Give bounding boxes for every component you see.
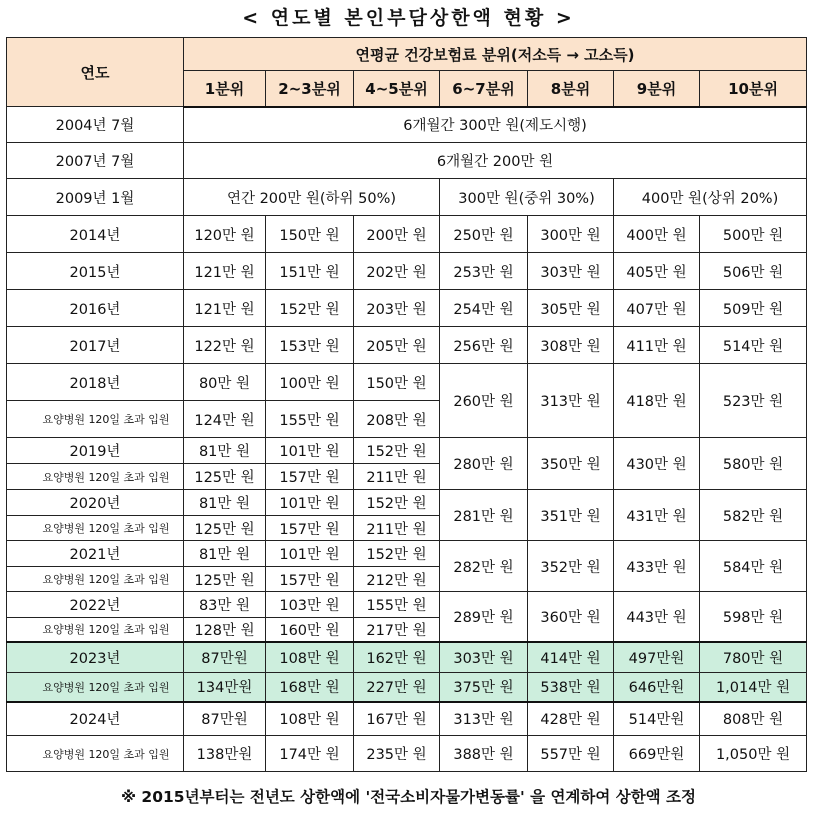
- value-cell: 303만 원: [440, 642, 528, 673]
- value-cell: 282만 원: [440, 541, 528, 592]
- value-cell: 646만원: [614, 673, 700, 702]
- value-cell: 212만 원: [354, 567, 440, 592]
- value-cell: 101만 원: [266, 541, 354, 567]
- value-cell: 280만 원: [440, 438, 528, 490]
- value-cell: 443만 원: [614, 592, 700, 642]
- year-cell: 2019년: [7, 438, 184, 464]
- table-row-highlight: [7, 673, 807, 702]
- year-cell: 2022년: [7, 592, 184, 618]
- value-cell: 375만 원: [440, 673, 528, 702]
- value-cell: 157만 원: [266, 567, 354, 592]
- header-col: 8분위: [528, 71, 614, 107]
- value-cell: 200만 원: [354, 216, 440, 253]
- value-cell: 260만 원: [440, 364, 528, 438]
- value-cell: 351만 원: [528, 490, 614, 541]
- value-cell: 431만 원: [614, 490, 700, 541]
- table-row: [7, 179, 807, 216]
- value-cell: 157만 원: [266, 464, 354, 490]
- value-cell: 580만 원: [700, 438, 807, 490]
- value-cell: 128만 원: [184, 618, 266, 642]
- footnote: ※ 2015년부터는 전년도 상한액에 '전국소비자물가변동률' 을 연계하여 상한액 조정: [120, 788, 697, 806]
- value-cell: 152만 원: [266, 290, 354, 327]
- value-cell: 83만 원: [184, 592, 266, 618]
- value-cell: 669만원: [614, 736, 700, 772]
- sub-label-cell: 요양병원 120일 초과 입원: [7, 401, 184, 438]
- value-cell: 168만 원: [266, 673, 354, 702]
- sub-label-cell: 요양병원 120일 초과 입원: [7, 736, 184, 772]
- value-cell: 120만 원: [184, 216, 266, 253]
- value-cell: 155만 원: [266, 401, 354, 438]
- header-col: 2~3분위: [266, 71, 354, 107]
- value-cell: 414만 원: [528, 642, 614, 673]
- value-cell: 162만 원: [354, 642, 440, 673]
- value-cell: 155만 원: [354, 592, 440, 618]
- value-cell: 205만 원: [354, 327, 440, 364]
- year-cell: 2004년 7월: [7, 107, 184, 143]
- value-cell: 217만 원: [354, 618, 440, 642]
- value-cell: 350만 원: [528, 438, 614, 490]
- value-cell: 121만 원: [184, 253, 266, 290]
- value-cell: 211만 원: [354, 464, 440, 490]
- year-cell: 2007년 7월: [7, 143, 184, 179]
- value-cell: 400만 원: [614, 216, 700, 253]
- year-cell: 2021년: [7, 541, 184, 567]
- value-cell: 303만 원: [528, 253, 614, 290]
- header-col: 10분위: [700, 71, 807, 107]
- value-cell: 235만 원: [354, 736, 440, 772]
- value-cell: 174만 원: [266, 736, 354, 772]
- value-cell: 152만 원: [354, 490, 440, 516]
- value-cell: 557만 원: [528, 736, 614, 772]
- value-cell: 203만 원: [354, 290, 440, 327]
- value-cell: 497만원: [614, 642, 700, 673]
- header-group: 연평균 건강보험료 분위(저소득 → 고소득): [184, 38, 807, 71]
- value-cell: 256만 원: [440, 327, 528, 364]
- value-cell: 150만 원: [266, 216, 354, 253]
- value-cell: 388만 원: [440, 736, 528, 772]
- value-cell: 103만 원: [266, 592, 354, 618]
- value-cell: 523만 원: [700, 364, 807, 438]
- table-row: [7, 107, 807, 143]
- header-col: 4~5분위: [354, 71, 440, 107]
- value-cell: 101만 원: [266, 438, 354, 464]
- value-cell: 305만 원: [528, 290, 614, 327]
- header-col: 9분위: [614, 71, 700, 107]
- value-cell: 405만 원: [614, 253, 700, 290]
- year-cell: 2017년: [7, 327, 184, 364]
- value-cell: 125만 원: [184, 567, 266, 592]
- value-cell: 514만 원: [700, 327, 807, 364]
- value-cell: 584만 원: [700, 541, 807, 592]
- table-row: [7, 143, 807, 179]
- value-cell: 121만 원: [184, 290, 266, 327]
- value-cell: 289만 원: [440, 592, 528, 642]
- value-cell: 598만 원: [700, 592, 807, 642]
- value-cell: 418만 원: [614, 364, 700, 438]
- year-cell: 2024년: [7, 702, 184, 736]
- year-cell: 2018년: [7, 364, 184, 401]
- table-row: [7, 364, 807, 401]
- header-col: 1분위: [184, 71, 266, 107]
- value-cell: 152만 원: [354, 541, 440, 567]
- value-cell: 153만 원: [266, 327, 354, 364]
- value-cell: 124만 원: [184, 401, 266, 438]
- value-cell: 108만 원: [266, 642, 354, 673]
- value-cell: 582만 원: [700, 490, 807, 541]
- table-row: [7, 253, 807, 290]
- value-cell: 125만 원: [184, 516, 266, 541]
- value-cell: 808만 원: [700, 702, 807, 736]
- value-cell: 300만 원: [528, 216, 614, 253]
- value-cell: 122만 원: [184, 327, 266, 364]
- table-row: [7, 216, 807, 253]
- value-cell: 167만 원: [354, 702, 440, 736]
- value-cell: 81만 원: [184, 490, 266, 516]
- span-cell: 연간 200만 원(하위 50%): [184, 179, 440, 216]
- page-title: < 연도별 본인부담상한액 현황 >: [242, 7, 575, 29]
- table-row: [7, 438, 807, 464]
- header-year: 연도: [7, 38, 184, 107]
- value-cell: 281만 원: [440, 490, 528, 541]
- span-cell: 6개월간 300만 원(제도시행): [184, 107, 807, 143]
- value-cell: 138만원: [184, 736, 266, 772]
- value-cell: 1,014만 원: [700, 673, 807, 702]
- value-cell: 253만 원: [440, 253, 528, 290]
- span-cell: 6개월간 200만 원: [184, 143, 807, 179]
- value-cell: 407만 원: [614, 290, 700, 327]
- value-cell: 1,050만 원: [700, 736, 807, 772]
- header-row-1: [7, 38, 807, 71]
- value-cell: 80만 원: [184, 364, 266, 401]
- value-cell: 211만 원: [354, 516, 440, 541]
- table-row: [7, 736, 807, 772]
- sub-label-cell: 요양병원 120일 초과 입원: [7, 618, 184, 642]
- value-cell: 254만 원: [440, 290, 528, 327]
- table-row: [7, 490, 807, 516]
- value-cell: 150만 원: [354, 364, 440, 401]
- value-cell: 411만 원: [614, 327, 700, 364]
- value-cell: 157만 원: [266, 516, 354, 541]
- value-cell: 514만원: [614, 702, 700, 736]
- value-cell: 506만 원: [700, 253, 807, 290]
- ceiling-table: [6, 37, 807, 772]
- span-cell: 400만 원(상위 20%): [614, 179, 807, 216]
- value-cell: 308만 원: [528, 327, 614, 364]
- value-cell: 352만 원: [528, 541, 614, 592]
- value-cell: 433만 원: [614, 541, 700, 592]
- year-cell: 2020년: [7, 490, 184, 516]
- value-cell: 313만 원: [440, 702, 528, 736]
- year-cell: 2016년: [7, 290, 184, 327]
- year-cell: 2023년: [7, 642, 184, 673]
- value-cell: 160만 원: [266, 618, 354, 642]
- year-cell: 2015년: [7, 253, 184, 290]
- value-cell: 250만 원: [440, 216, 528, 253]
- value-cell: 152만 원: [354, 438, 440, 464]
- year-cell: 2009년 1월: [7, 179, 184, 216]
- value-cell: 428만 원: [528, 702, 614, 736]
- header-col: 6~7분위: [440, 71, 528, 107]
- value-cell: 430만 원: [614, 438, 700, 490]
- value-cell: 227만 원: [354, 673, 440, 702]
- year-cell: 2014년: [7, 216, 184, 253]
- value-cell: 202만 원: [354, 253, 440, 290]
- value-cell: 81만 원: [184, 438, 266, 464]
- value-cell: 313만 원: [528, 364, 614, 438]
- span-cell: 300만 원(중위 30%): [440, 179, 614, 216]
- table-row: [7, 702, 807, 736]
- table-row: [7, 290, 807, 327]
- value-cell: 780만 원: [700, 642, 807, 673]
- sub-label-cell: 요양병원 120일 초과 입원: [7, 567, 184, 592]
- sub-label-cell: 요양병원 120일 초과 입원: [7, 516, 184, 541]
- sub-label-cell: 요양병원 120일 초과 입원: [7, 464, 184, 490]
- value-cell: 538만 원: [528, 673, 614, 702]
- value-cell: 87만원: [184, 702, 266, 736]
- table-row-highlight: [7, 642, 807, 673]
- table-row: [7, 327, 807, 364]
- value-cell: 81만 원: [184, 541, 266, 567]
- table-row: [7, 592, 807, 618]
- table-row: [7, 541, 807, 567]
- value-cell: 208만 원: [354, 401, 440, 438]
- value-cell: 108만 원: [266, 702, 354, 736]
- value-cell: 87만원: [184, 642, 266, 673]
- value-cell: 134만원: [184, 673, 266, 702]
- value-cell: 360만 원: [528, 592, 614, 642]
- value-cell: 125만 원: [184, 464, 266, 490]
- value-cell: 500만 원: [700, 216, 807, 253]
- value-cell: 509만 원: [700, 290, 807, 327]
- value-cell: 101만 원: [266, 490, 354, 516]
- value-cell: 100만 원: [266, 364, 354, 401]
- value-cell: 151만 원: [266, 253, 354, 290]
- sub-label-cell: 요양병원 120일 초과 입원: [7, 673, 184, 702]
